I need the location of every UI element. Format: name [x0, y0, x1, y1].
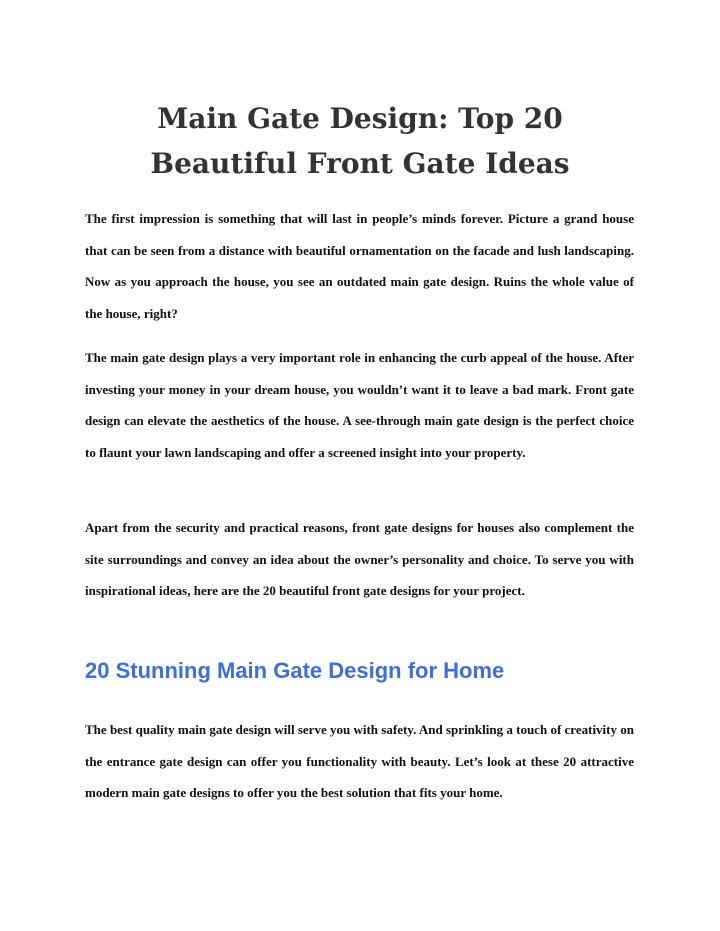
title-line-1: Main Gate Design: Top 20	[157, 102, 563, 135]
title-line-2: Beautiful Front Gate Ideas	[150, 147, 570, 180]
section-heading: 20 Stunning Main Gate Design for Home	[85, 658, 505, 683]
intro-paragraph-1: The first impression is something that will last in people’s minds forever. Picture a grand house that can be seen from a distance with beautiful ornamentation on the facade and lush landscaping. Now as you approach the house, you see an outdated main gate design. Ruins the whole value of the house, right?	[85, 211, 634, 321]
page-title	[0, 96, 720, 186]
intro-paragraph-3: Apart from the security and practical reasons, front gate designs for houses also complement the site surroundings and convey an idea about the owner’s personality and choice. To serve you with inspirational ideas, here are the 20 beautiful front gate designs for your project.	[85, 520, 634, 598]
section-paragraph: The best quality main gate design will serve you with safety. And sprinkling a touch of creativity on the entrance gate design can offer you functionality with beauty. Let’s look at these 20 attractive modern main gate designs to offer you the best solution that fits your home.	[85, 722, 634, 800]
intro-paragraph-2: The main gate design plays a very important role in enhancing the curb appeal of the house. After investing your money in your dream house, you wouldn’t want it to leave a bad mark. Front gate design can elevate the aesthetics of the house. A see-through main gate design is the perfect choice to flaunt your lawn landscaping and offer a screened insight into your property.	[85, 350, 634, 460]
